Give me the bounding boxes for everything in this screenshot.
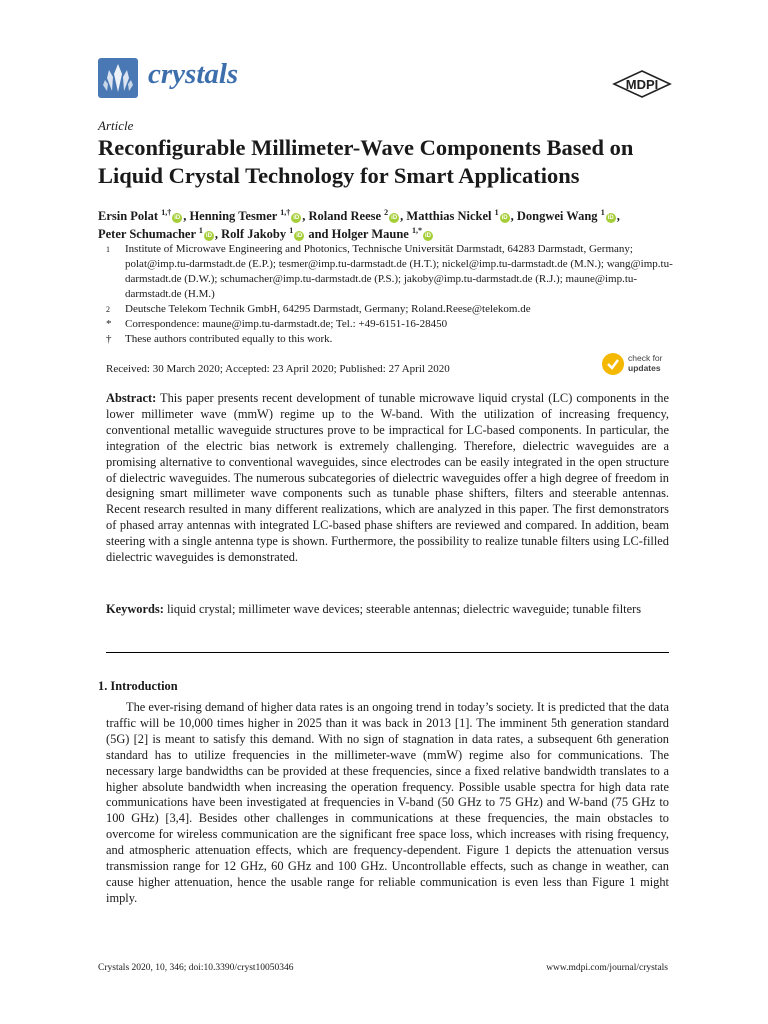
affiliation-mark: 2 — [106, 305, 110, 314]
publisher-name: MDPI — [625, 77, 659, 92]
affiliation-mark: 1 — [106, 245, 110, 254]
orcid-icon[interactable]: iD — [607, 215, 614, 222]
crystal-icon — [98, 58, 138, 98]
equal-contribution-note — [98, 332, 678, 347]
mdpi-logo — [610, 70, 674, 103]
orcid-icon[interactable]: iD — [205, 233, 212, 240]
section-divider — [106, 652, 669, 653]
affiliation-text: Deutsche Telekom Technik GmbH, 64295 Darmstadt, Germany; Roland.Reese@telekom.de — [125, 303, 531, 315]
author-list-line-1: Ersin Polat $^{1,\dagger}$iD , Henning Tesmer $^{1,\dagger}$iD , Roland Reese $^2$iD , Matthias Nickel $^1$iD , Dongwei Wang $^1$iD , — [98, 208, 620, 224]
abstract-label: Abstract: — [106, 391, 157, 405]
footer-citation: Crystals 2020, 10, 346; doi:10.3390/cryst10050346 — [98, 963, 294, 973]
check-for-updates-badge[interactable] — [602, 353, 672, 379]
correspondence-text: Correspondence: maune@imp.tu-darmstadt.de; Tel.: +49-6151-16-28450 — [125, 318, 448, 330]
affiliation-text: Institute of Microwave Engineering and Photonics, Technische Universität Darmstadt, 64283 Darmstadt, Germany; polat@imp.tu-darmstadt.de (E.P.); tesmer@imp.tu-darmstadt.de (H.T.); nickel@imp.tu-darmstadt.de (M.N.); wang@imp.tu-darmstadt.de (D.W.); schumacher@imp.tu-darmstadt.de (P.S.); jakoby@imp.tu-darmstadt.de (R.J.); maune@imp.tu-darmstadt.de (H.M.) — [125, 243, 673, 300]
orcid-icon[interactable]: iD — [296, 233, 303, 240]
journal-logo — [98, 58, 138, 98]
orcid-icon[interactable]: iD — [391, 215, 398, 222]
equal-contribution-text: These authors contributed equally to this work. — [125, 333, 333, 345]
publication-dates: Received: 30 March 2020; Accepted: 23 April 2020; Published: 27 April 2020 — [106, 363, 450, 375]
keywords — [106, 602, 669, 618]
keywords-text: liquid crystal; millimeter wave devices; steerable antennas; dielectric waveguide; tunable filters — [166, 602, 642, 616]
section-heading: 1. Introduction — [98, 679, 178, 693]
affiliation-2 — [98, 302, 678, 317]
check-updates-line-2: updates — [628, 363, 661, 373]
abstract — [106, 391, 669, 566]
paper-title: Reconfigurable Millimeter-Wave Components Based on Liquid Crystal Technology for Smart Applications — [98, 135, 634, 188]
orcid-icon[interactable]: iD — [424, 233, 431, 240]
orcid-icon[interactable]: iD — [501, 215, 508, 222]
orcid-icon[interactable]: iD — [293, 215, 300, 222]
introduction-paragraph: The ever-rising demand of higher data rates is an ongoing trend in today’s society. It is predicted that the data traffic will be 10,000 times higher in 2025 than it was back in 2013 [1]. The imminent 5th generation standard (5G) [2] is meant to satisfy this demand. With no sign of stagnation in data rates, a subsequent 6th generation standard has to utilize frequencies in the millimeter-wave (mmW) regime also for communications. The necessary large bandwidths can be provided at these frequencies, since a fixed relative bandwidth translates to a higher absolute bandwidth when increasing the operation frequency. Possible usable spectra for high data rate communications have been investigated at frequencies in V-band (50 GHz to 75 GHz) and W-band (75 GHz to 100 GHz) [3,4]. Besides other challenges in communications at these frequencies, the main obstacles to overcome for wireless communication are the significant free space loss, which increases with rising frequency, and atmospheric attenuation effects, which are frequency-dependent. Figure 1 depicts the attenuation versus transmission range for 12 GHz, 60 GHz and 100 GHz. Uncontrollable effects, such as change in weather, can cause higher attenuation, hence the usable range for reliable communication is even less than Figure 1 might imply. — [106, 700, 669, 905]
orcid-icon[interactable]: iD — [174, 215, 181, 222]
author-list-line-2: Peter Schumacher $^1$iD , Rolf Jakoby $^1$iD and Holger Maune $^{1,*}$iD — [98, 226, 431, 242]
affiliation-mark: † — [106, 333, 112, 345]
abstract-text: This paper presents recent development of tunable microwave liquid crystal (LC) components in the lower millimeter wave (mmW) regime up to the W-band. With the utilization of increasing frequency, conventional metallic waveguide structures prove to be impractical for LC-based components. In particular, the integration of the electric bias network is extremely challenging. Therefore, dielectric waveguides are a promising alternative to conventional waveguides, since electrodes can be easily integrated in the open structure of dielectric waveguides. The numerous subcategories of dielectric waveguides offer a high degree of freedom in designing smart millimeter wave components such as tunable phase shifters, filters and steerable antennas. Recent research resulted in many different realizations, which are analyzed in this paper. The first demonstrators of phased array antennas with integrated LC-based phase shifters are reviewed and compared. In addition, beam steering with a single antenna type is shown. Furthermore, the possibility to realize tunable filters using LC-filled dielectric waveguides is demonstrated. — [106, 391, 669, 565]
journal-name: crystals — [148, 58, 239, 90]
article-type: Article — [98, 118, 134, 133]
affiliation-mark: * — [106, 318, 112, 330]
footer-url[interactable]: www.mdpi.com/journal/crystals — [546, 963, 668, 973]
check-updates-line-1: check for — [628, 353, 663, 363]
check-updates-icon — [602, 353, 624, 375]
keywords-label: Keywords: — [106, 602, 164, 616]
correspondence — [98, 317, 678, 332]
affiliation-1 — [98, 242, 678, 306]
